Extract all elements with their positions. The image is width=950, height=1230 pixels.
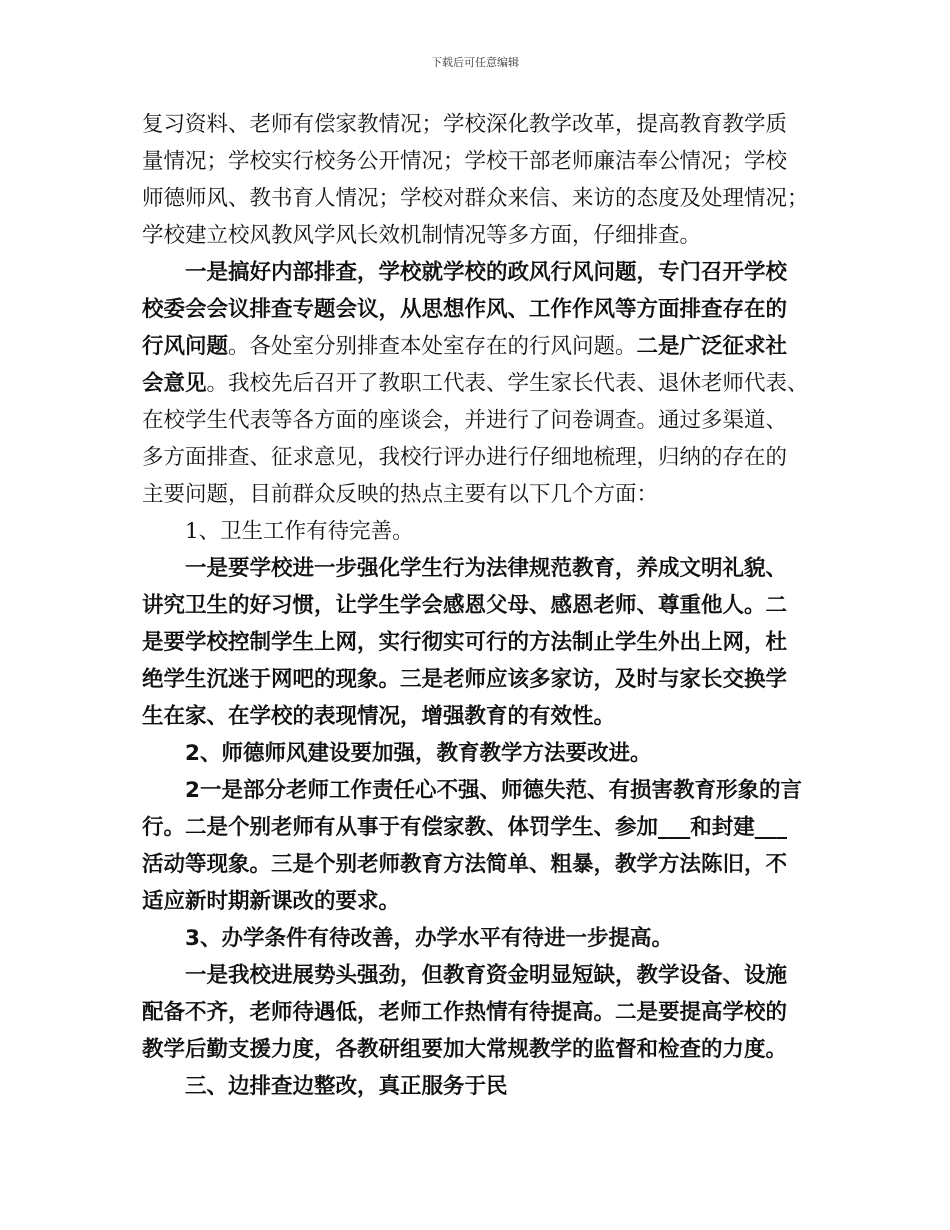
bold-text-span: 教学后勤支援力度，各教研组要加大常规教学的监督和检查的力度。: [142, 1037, 788, 1062]
bold-text-span: 2一是部分老师工作责任心不强、师德失范、有损害教育形象的言: [185, 778, 802, 803]
text-line: [142, 369, 809, 399]
text-line: [142, 295, 787, 325]
text-line: [142, 850, 787, 880]
text-line: [142, 628, 787, 658]
text-span: 。我校先后召开了教职工代表、学生家长代表、退休老师代表、: [206, 371, 809, 396]
text-line: [142, 665, 787, 695]
text-span: 。各处室分别排查本处室存在的行风问题。: [228, 334, 637, 359]
bold-text-span: 活动等现象。三是个别老师教育方法简单、粗暴，教学方法陈旧，不: [142, 852, 788, 877]
text-span: 在校学生代表等各方面的座谈会，并进行了问卷调查。通过多渠道、: [142, 408, 788, 433]
bold-text-span: 3、办学条件有待改善，办学水平有待进一步提高。: [185, 926, 673, 951]
bold-text-span: 一是搞好内部排查，学校就学校的政风行风问题，专门召开学校: [185, 260, 788, 285]
bold-text-span: 行。二是个别老师有从事于有偿家教、体罚学生、参加___和封建___: [142, 815, 788, 840]
text-line: [142, 591, 787, 621]
page-header-note: 下载后可任意编辑: [431, 56, 519, 69]
text-line: [185, 1072, 508, 1102]
text-line: [185, 739, 651, 769]
bold-text-span: 适应新时期新课改的要求。: [142, 889, 401, 914]
text-line: [185, 517, 414, 547]
text-line: [185, 258, 787, 288]
bold-text-span: 2、师德师风建设要加强，教育教学方法要改进。: [185, 741, 652, 766]
text-span: 多方面排查、征求意见，我校行评办进行仔细地梳理，归纳的存在的: [142, 445, 788, 470]
text-line: [142, 480, 658, 510]
text-line: [142, 998, 787, 1028]
text-span: 主要问题，目前群众反映的热点主要有以下几个方面：: [142, 482, 659, 507]
text-line: [142, 813, 787, 843]
text-line: [142, 332, 787, 362]
text-span: 复习资料、老师有偿家教情况；学校深化教学改革，提高教育教学质: [142, 112, 788, 137]
text-line: [142, 147, 787, 177]
text-line: [185, 961, 787, 991]
bold-text-span: 绝学生沉迷于网吧的现象。三是老师应该多家访，及时与家长交换学: [142, 667, 788, 692]
bold-text-span: 校委会会议排查专题会议，从思想作风、工作作风等方面排查存在的: [142, 297, 788, 322]
bold-text-span: 生在家、在学校的表现情况，增强教育的有效性。: [142, 704, 616, 729]
bold-text-span: 行风问题: [142, 334, 229, 359]
text-span: 师德师风、教书育人情况；学校对群众来信、来访的态度及处理情况；: [142, 186, 809, 211]
bold-text-span: 二是广泛征求社: [636, 334, 788, 359]
text-line: [142, 184, 809, 214]
text-line: [142, 702, 615, 732]
bold-text-span: 配备不齐，老师待遇低，老师工作热情有待提高。二是要提高学校的: [142, 1000, 788, 1025]
text-line: [142, 221, 701, 251]
text-line: [142, 110, 787, 140]
text-line: [185, 554, 787, 584]
text-span: 量情况；学校实行校务公开情况；学校干部老师廉洁奉公情况；学校: [142, 149, 788, 174]
bold-text-span: 讲究卫生的好习惯，让学生学会感恩父母、感恩老师、尊重他人。二: [142, 593, 788, 618]
text-line: [142, 887, 400, 917]
text-line: [185, 924, 673, 954]
bold-text-span: 一是要学校进一步强化学生行为法律规范教育，养成文明礼貌、: [185, 556, 788, 581]
text-line: [142, 406, 787, 436]
bold-text-span: 是要学校控制学生上网，实行彻实可行的方法制止学生外出上网，杜: [142, 630, 788, 655]
bold-text-span: 三、边排查边整改，真正服务于民: [185, 1074, 508, 1099]
text-span: 学校建立校风教风学风长效机制情况等多方面，仔细排查。: [142, 223, 702, 248]
bold-text-span: 一是我校进展势头强劲，但教育资金明显短缺，教学设备、设施: [185, 963, 788, 988]
bold-text-span: 会意见: [142, 371, 207, 396]
text-line: [185, 776, 802, 806]
text-span: 1、卫生工作有待完善。: [185, 519, 414, 544]
text-line: [142, 443, 787, 473]
text-line: [142, 1035, 787, 1065]
